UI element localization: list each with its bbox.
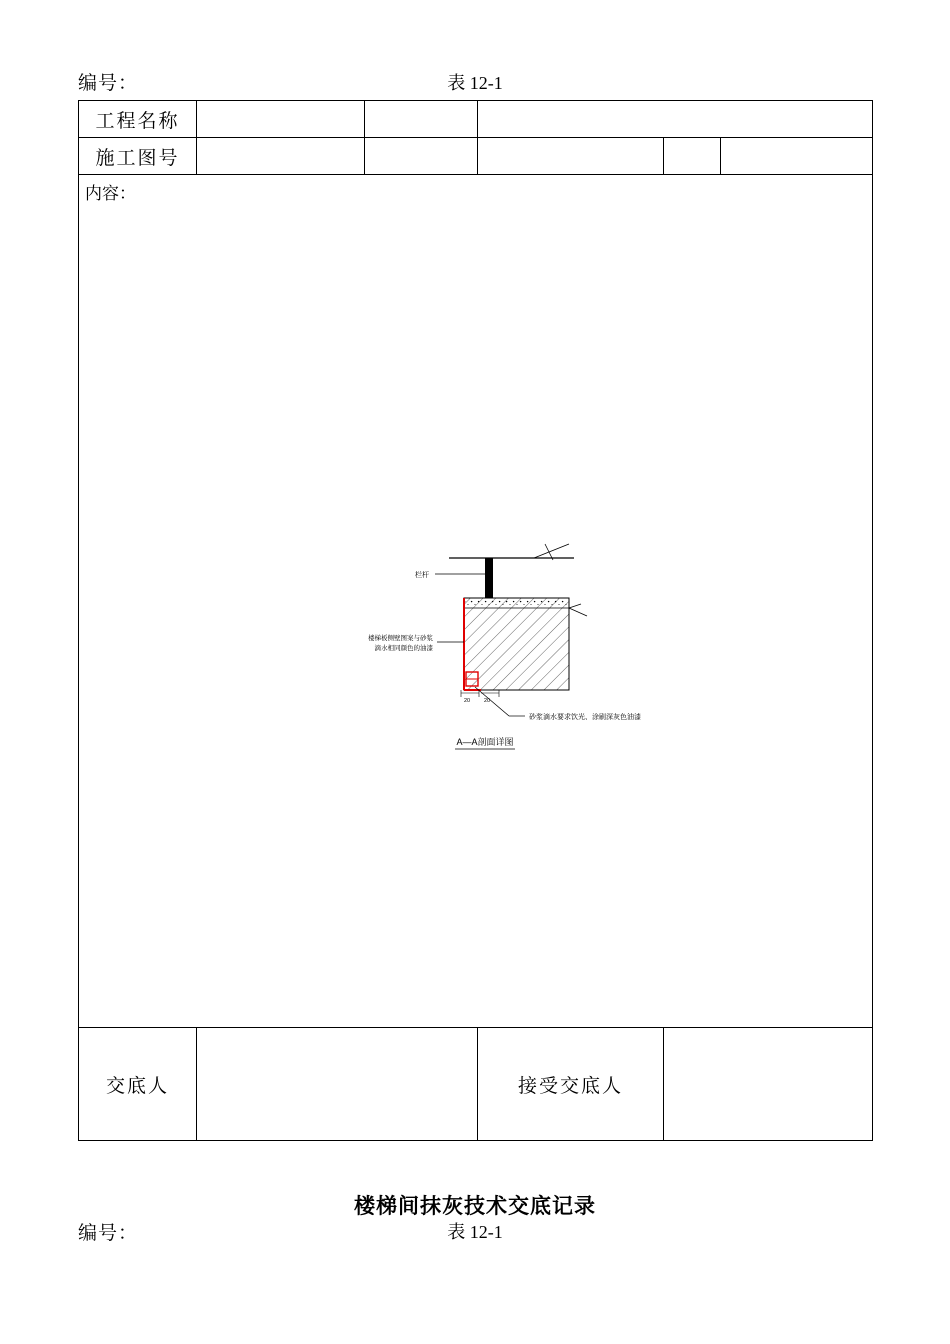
- receiver-value[interactable]: [664, 1028, 873, 1141]
- content-cell[interactable]: [79, 175, 873, 1028]
- footer-form-code: 表 12-1: [447, 1222, 503, 1242]
- project-name-value-1[interactable]: [197, 101, 365, 138]
- presenter-value[interactable]: [197, 1028, 478, 1141]
- drawing-number-value-1[interactable]: [197, 138, 365, 175]
- table-row-drawing-number: [79, 138, 873, 175]
- header-number-label: 编号：: [78, 73, 139, 94]
- drawing-number-value-3[interactable]: [478, 138, 664, 175]
- content-label: 内容：: [85, 184, 136, 203]
- page-header: [78, 68, 872, 96]
- drawing-caption: A—A剖面详图: [456, 737, 514, 747]
- drawing-number-label: 施工图号: [79, 138, 197, 175]
- drawing-label-bottom: 砂浆滴水要求饮光、涂刷深灰色油漆: [529, 714, 641, 721]
- project-name-value-3[interactable]: [478, 101, 873, 138]
- drawing-number-value-5[interactable]: [721, 138, 873, 175]
- drawing-number-value-2[interactable]: [365, 138, 478, 175]
- presenter-label: 交底人: [79, 1028, 197, 1141]
- drawing-label-railing: 栏杆: [415, 572, 429, 579]
- table-row-project-name: [79, 101, 873, 138]
- project-name-label: 工程名称: [79, 101, 197, 138]
- drawing-label-left-line2: 滴水相同颜色的油漆: [374, 645, 433, 652]
- drawing-dim-left: 20: [464, 698, 471, 704]
- footer-number-label: 编号：: [78, 1223, 139, 1244]
- project-name-value-2[interactable]: [365, 101, 478, 138]
- drawing-number-value-4[interactable]: [664, 138, 721, 175]
- header-form-code: 表 12-1: [447, 73, 503, 93]
- table-row-signature: [79, 1028, 873, 1141]
- receiver-label: 接受交底人: [478, 1028, 664, 1141]
- stair-section-drawing: [309, 530, 829, 760]
- table-row-content: [79, 175, 873, 1028]
- drawing-label-left-line1: 楼梯板侧壁图案与砂浆: [368, 635, 433, 642]
- footer-title: 楼梯间抹灰技术交底记录: [354, 1194, 596, 1218]
- drawing-dim-right: 20: [484, 698, 491, 704]
- main-table: [78, 100, 873, 1141]
